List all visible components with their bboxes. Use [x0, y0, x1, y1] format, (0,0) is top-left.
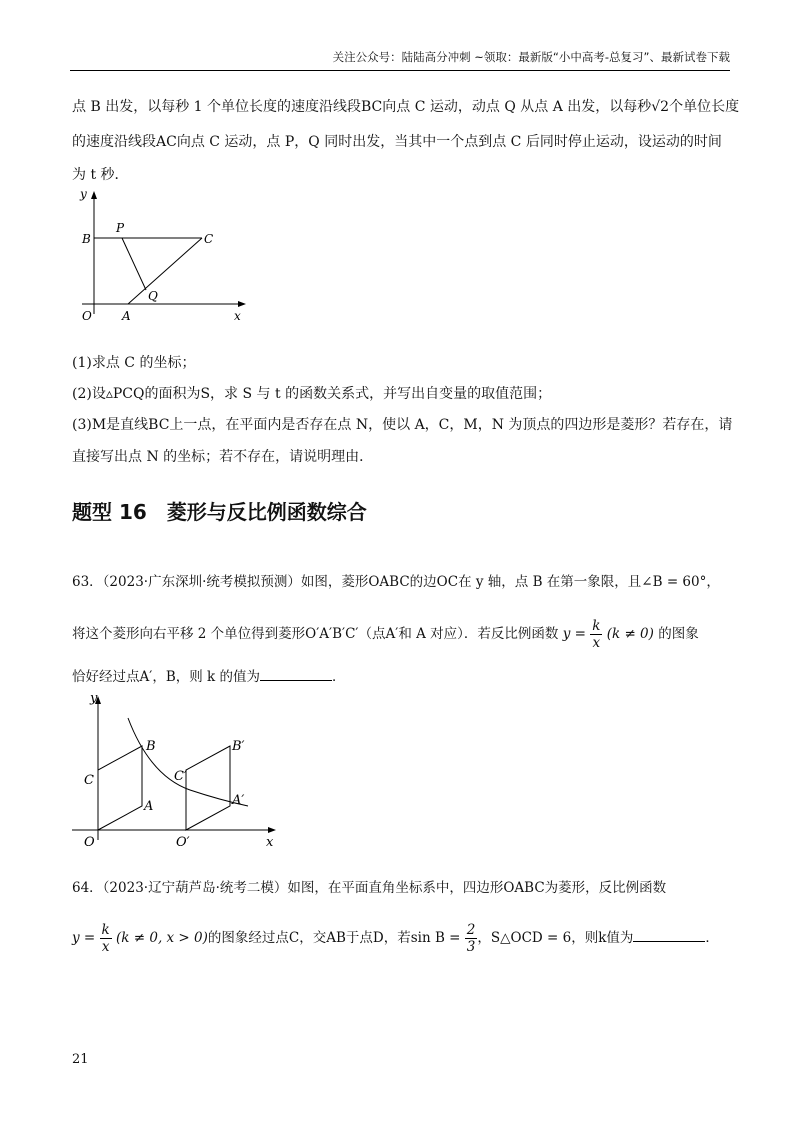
- fig2-label-B2: B′: [232, 739, 245, 754]
- problem-64-fraction-sin: [465, 922, 478, 955]
- fig1-label-O: O: [82, 309, 92, 323]
- fig2-label-C2: C′: [174, 769, 187, 784]
- figure-1-coordinate-diagram: [76, 186, 256, 326]
- answer-blank-64[interactable]: [633, 929, 705, 942]
- fig2-label-B: B: [146, 739, 156, 754]
- fig2-label-O2: O′: [176, 835, 190, 850]
- figure-2-rhombus-hyperbola: [70, 690, 290, 858]
- problem-63-frac-den: x: [592, 635, 601, 651]
- fig1-label-x: x: [234, 309, 241, 323]
- problem-63-line2: [72, 618, 699, 651]
- fig2-label-C: C: [84, 773, 94, 788]
- fig1-label-Q: Q: [148, 289, 158, 303]
- problem-63-line2a: 将这个菱形向右平移 2 个单位得到菱形O′A′B′C′（点A′和 A 对应）．若反比例函数: [72, 626, 559, 642]
- problem-62-q3b: 直接写出点 N 的坐标；若不存在，请说明理由．: [72, 449, 374, 465]
- fig2-label-y: y: [90, 691, 98, 706]
- fig2-label-x: x: [266, 835, 274, 850]
- problem-64-condition: (k ≠ 0, x > 0): [116, 930, 208, 946]
- problem-62-q2: (2)设▵PCQ的面积为S，求 S 与 t 的函数关系式，并写出自变量的取值范围；: [72, 386, 552, 402]
- problem-64-frac-sin-den: 3: [466, 939, 476, 955]
- problem-63-frac-num: k: [592, 618, 601, 634]
- page-header: 关注公众号：陆陆高分冲刺 ~领取：最新版“小中高考-总复习”、最新试卷下载: [70, 44, 730, 71]
- problem-64-line2: [72, 922, 719, 955]
- page-number: 21: [72, 1052, 89, 1067]
- problem-64-line2a: 的图象经过点C，交AB于点D，若sin B =: [207, 930, 461, 946]
- problem-63-fn-y: y =: [562, 626, 586, 642]
- section-title: 题型 16 菱形与反比例函数综合: [72, 500, 367, 524]
- fig2-label-A: A: [144, 799, 154, 814]
- problem-64-frac-k-den: x: [101, 939, 110, 955]
- problem-64-fn-y: y =: [72, 930, 96, 946]
- fig1-label-C: C: [204, 232, 214, 246]
- fig2-label-O: O: [84, 835, 95, 850]
- problem-63-line3: [72, 665, 346, 685]
- problem-62-q3a: (3)M是直线BC上一点，在平面内是否存在点 N，使以 A，C，M，N 为顶点的四边形是菱形？若存在，请: [72, 417, 733, 433]
- problem-63-fraction: [590, 618, 602, 651]
- problem-62-line1: 点 B 出发，以每秒 1 个单位长度的速度沿线段BC向点 C 运动，动点 Q 从点 A 出发，以每秒√2个单位长度: [72, 99, 740, 115]
- problem-64-fraction-k: [100, 922, 112, 955]
- fig1-label-P: P: [116, 221, 125, 235]
- problem-63-line3-text: 恰好经过点A′，B，则 k 的值为: [72, 669, 260, 685]
- problem-63-line1: 63．（2023·广东深圳·统考模拟预测）如图，菱形OABC的边OC在 y 轴，点 B 在第一象限，且∠B = 60°，: [72, 574, 720, 590]
- fig2-label-A2: A′: [232, 793, 245, 808]
- problem-64-line2-end: ．: [705, 930, 719, 946]
- problem-62-q1: (1)求点 C 的坐标；: [72, 355, 196, 371]
- problem-62-line3: 为 t 秒．: [72, 167, 129, 183]
- fig1-label-y: y: [80, 187, 87, 201]
- problem-63-line3-end: ．: [332, 669, 346, 685]
- answer-blank-63[interactable]: [260, 668, 332, 681]
- problem-63-condition: (k ≠ 0): [606, 626, 654, 642]
- problem-64-frac-k-num: k: [101, 922, 110, 938]
- problem-62-line2: 的速度沿线段AC向点 C 运动，点 P，Q 同时出发，当其中一个点到点 C 后同时停止运动，设运动的时间: [72, 134, 722, 150]
- problem-64-frac-sin-num: 2: [466, 922, 476, 938]
- problem-64-line1: 64．（2023·辽宁葫芦岛·统考二模）如图，在平面直角坐标系中，四边形OABC为菱形，反比例函数: [72, 880, 667, 896]
- fig1-label-A: A: [122, 309, 131, 323]
- problem-63-line2b: 的图象: [658, 626, 699, 642]
- problem-64-line2b: ，S△OCD = 6，则k值为: [477, 930, 634, 946]
- fig1-label-B: B: [82, 232, 91, 246]
